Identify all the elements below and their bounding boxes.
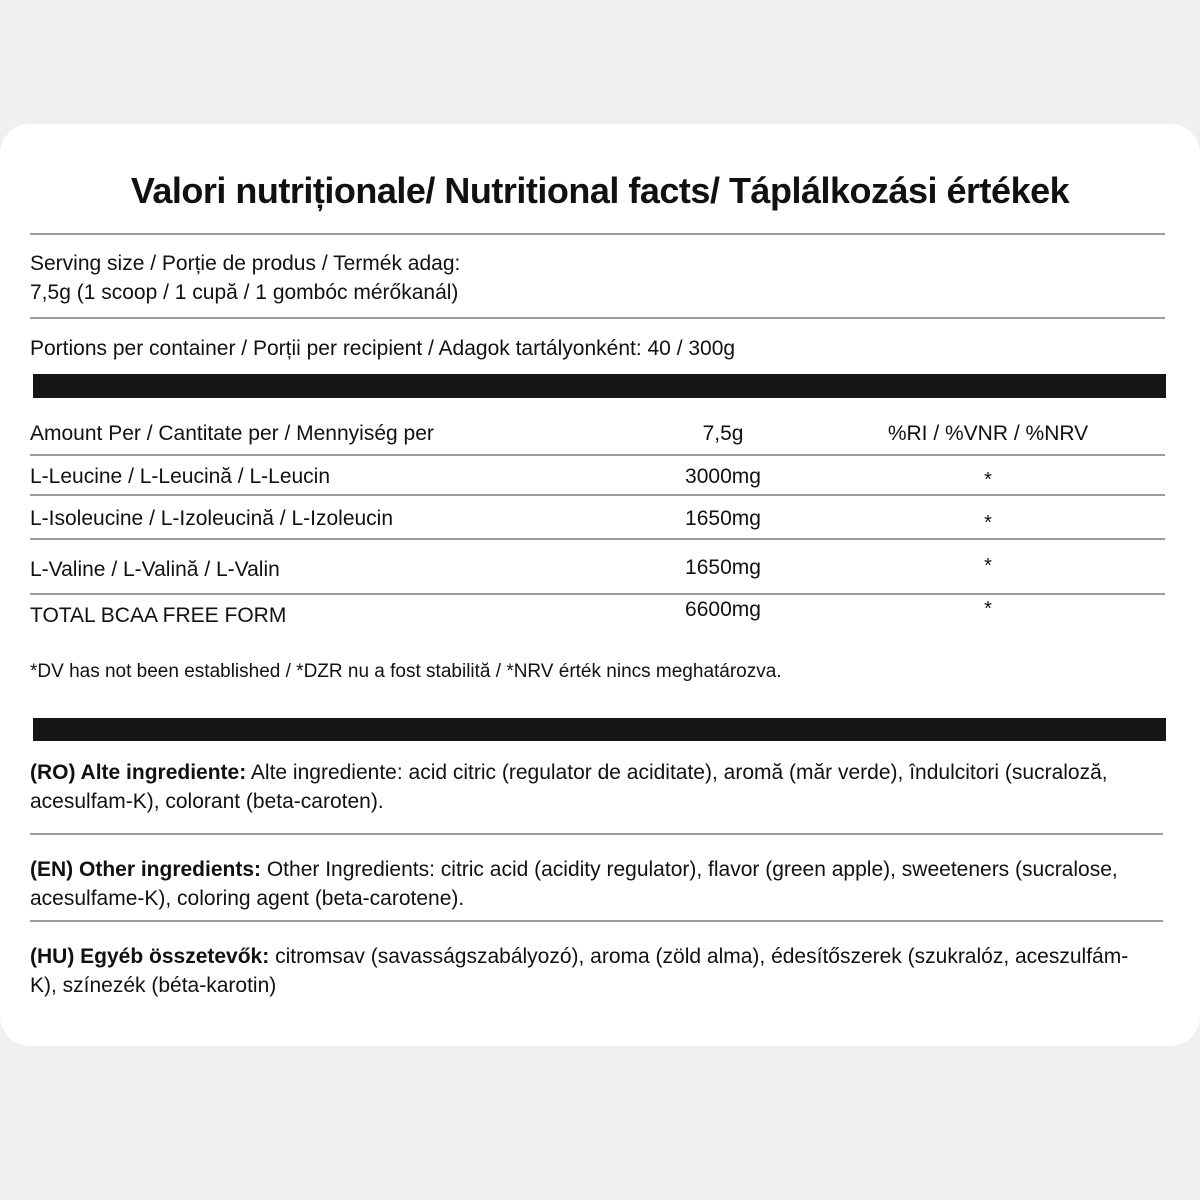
table-row-nrv: * xyxy=(984,598,992,620)
table-row-label: TOTAL BCAA FREE FORM xyxy=(30,604,287,627)
divider xyxy=(30,454,1165,456)
table-row-amount: 3000mg xyxy=(685,465,761,488)
footnote: *DV has not been established / *DZR nu a fost stabilită / *NRV érték nincs meghatározva. xyxy=(30,661,782,682)
table-row-amount: 1650mg xyxy=(685,556,761,579)
ingredients-en-text: Other Ingredients: citric acid (acidity regulator), flavor (green apple), sweeteners (sucralose, acesulfame-K), coloring agent (beta-carotene). xyxy=(30,858,1118,910)
table-row-nrv: * xyxy=(984,555,992,577)
ingredients-ro-text: Alte ingrediente: acid citric (regulator de aciditate), aromă (măr verde), îndulcitori (sucraloză, acesulfam-K), colorant (beta-caroten). xyxy=(30,761,1108,813)
ingredients-en-heading: (EN) Other ingredients: xyxy=(30,858,262,881)
nutrition-label-card xyxy=(0,124,1200,1046)
divider xyxy=(30,317,1165,319)
amount-per-header: Amount Per / Cantitate per / Mennyiség per xyxy=(30,422,434,445)
ingredients-en xyxy=(30,855,1140,913)
table-row-label: L-Valine / L-Valină / L-Valin xyxy=(30,558,280,581)
ingredients-hu xyxy=(30,942,1140,1000)
divider xyxy=(30,538,1165,540)
ingredients-ro xyxy=(30,758,1140,816)
table-row-amount: 6600mg xyxy=(685,598,761,621)
table-row-label: L-Isoleucine / L-Izoleucină / L-Izoleucin xyxy=(30,507,394,530)
table-row-amount: 1650mg xyxy=(685,507,761,530)
ingredients-hu-heading: (HU) Egyéb összetevők: xyxy=(30,945,270,968)
ingredients-hu-text: citromsav (savasságszabályozó), aroma (zöld alma), édesítőszerek (szukralóz, aceszulfám-K), színezék (béta-karotin) xyxy=(30,945,1129,997)
divider xyxy=(30,920,1163,922)
serving-size-label: Serving size / Porție de produs / Termék adag: xyxy=(30,252,461,275)
divider xyxy=(30,833,1163,835)
divider xyxy=(30,494,1165,496)
portions-per-container: Portions per container / Porții per recipient / Adagok tartályonként: 40 / 300g xyxy=(30,337,736,360)
table-row-nrv: * xyxy=(984,469,992,491)
amount-column-header: 7,5g xyxy=(702,422,744,445)
page-title: Valori nutriționale/ Nutritional facts/ Táplálkozási értékek xyxy=(130,170,1070,211)
nrv-column-header: %RI / %VNR / %NRV xyxy=(887,422,1089,445)
table-row-nrv: * xyxy=(984,512,992,534)
serving-size-value: 7,5g (1 scoop / 1 cupă / 1 gombóc mérőkanál) xyxy=(30,281,459,304)
divider xyxy=(30,233,1165,235)
table-row-label: L-Leucine / L-Leucină / L-Leucin xyxy=(30,465,331,488)
black-separator-bar xyxy=(33,718,1166,741)
ingredients-ro-heading: (RO) Alte ingrediente: xyxy=(30,761,247,784)
black-separator-bar xyxy=(33,374,1166,398)
